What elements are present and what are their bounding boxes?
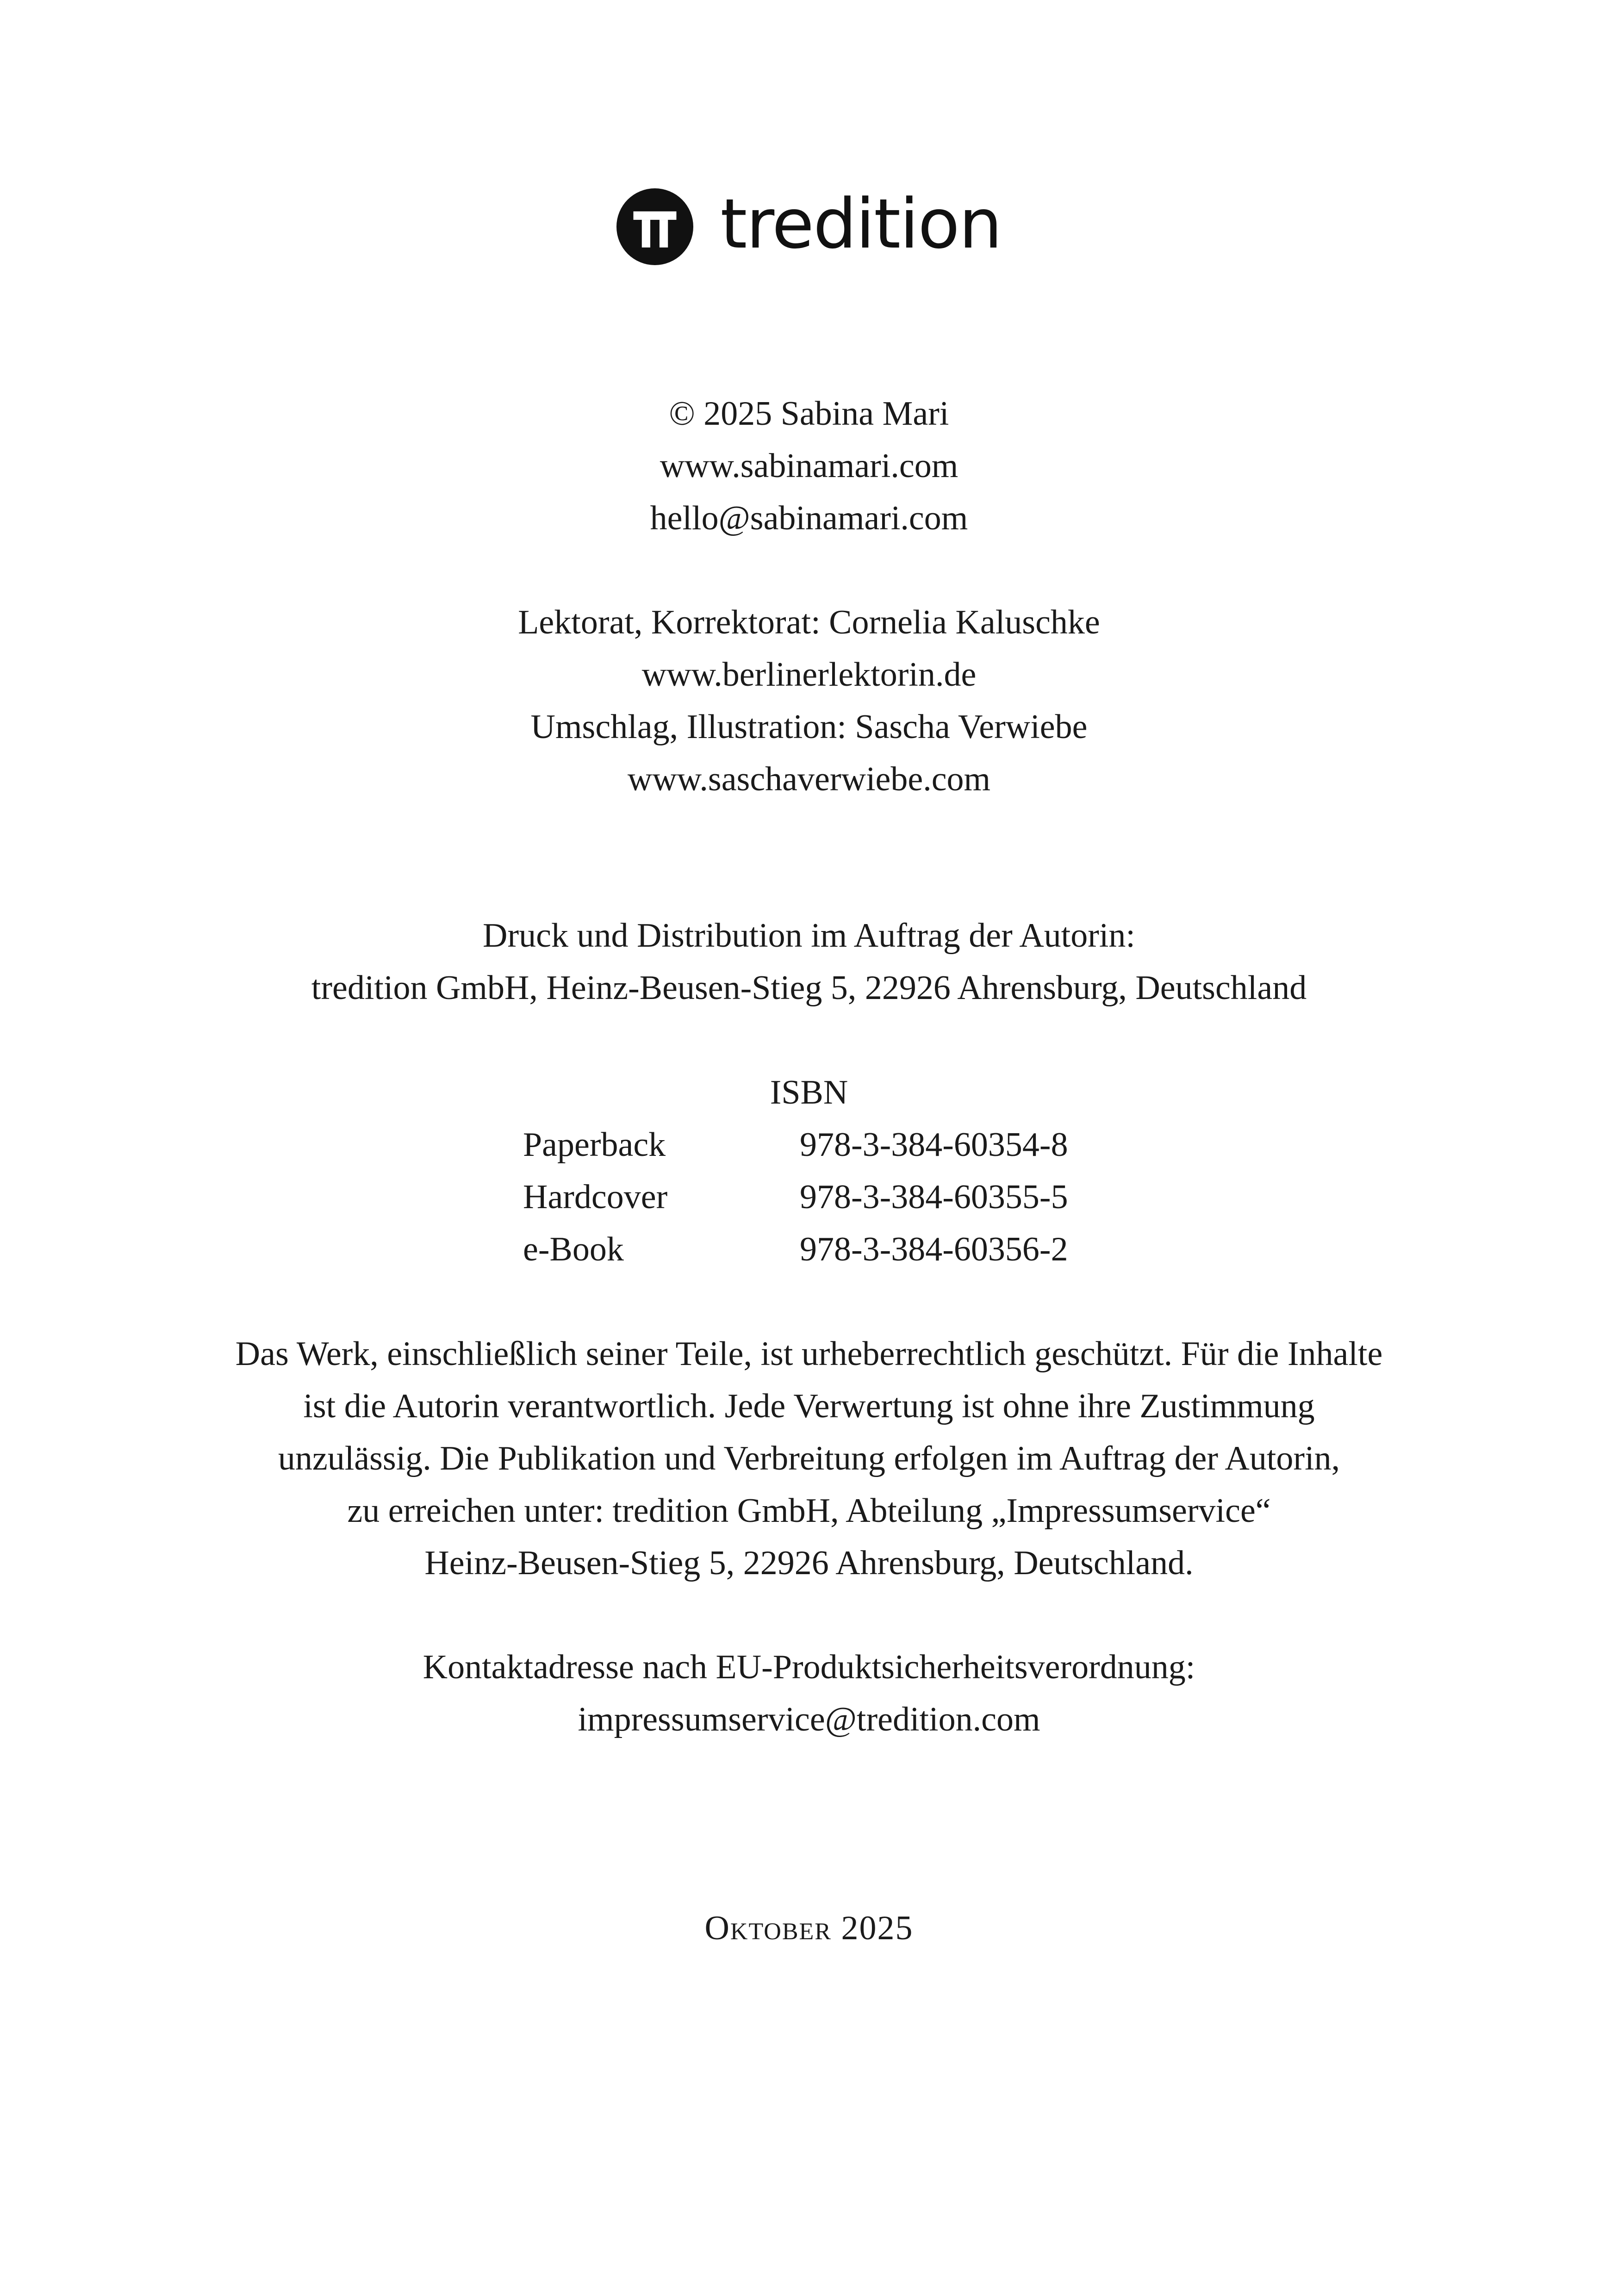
isbn-heading: ISBN: [770, 1074, 848, 1111]
printing-line-1: Druck und Distribution im Auftrag der Autorin:: [483, 917, 1135, 955]
isbn-value-hardcover: 978-3-384-60355-5: [800, 1178, 1068, 1216]
isbn-value-paperback: 978-3-384-60354-8: [800, 1126, 1068, 1164]
author-email: hello@sabinamari.com: [650, 499, 968, 537]
legal-line: Das Werk, einschließlich seiner Teile, ist urheberrechtlich geschützt. Für die Inhalte: [235, 1335, 1383, 1373]
printing-line-2: tredition GmbH, Heinz-Beusen-Stieg 5, 22926 Ahrensburg, Deutschland: [311, 969, 1307, 1007]
contact-email: impressumservice@tredition.com: [578, 1700, 1040, 1738]
publisher-name: tredition: [720, 184, 1002, 264]
cover-credit: Umschlag, Illustration: Sascha Verwiebe: [530, 708, 1088, 746]
author-website: www.sabinamari.com: [660, 447, 958, 485]
publication-date: Oktober 2025: [704, 1909, 914, 1947]
isbn-label-paperback: Paperback: [523, 1126, 666, 1164]
cover-website: www.saschaverwiebe.com: [627, 760, 991, 798]
legal-line: Heinz-Beusen-Stieg 5, 22926 Ahrensburg, Deutschland.: [424, 1544, 1194, 1582]
legal-line: unzulässig. Die Publikation und Verbreitung erfolgen im Auftrag der Autorin,: [278, 1440, 1340, 1477]
copyright-line: © 2025 Sabina Mari: [669, 395, 949, 433]
publisher-logo: [0, 184, 1618, 266]
legal-line: ist die Autorin verantwortlich. Jede Verwertung ist ohne ihre Zustimmung: [303, 1387, 1315, 1425]
isbn-label-hardcover: Hardcover: [523, 1178, 668, 1216]
editing-website: www.berlinerlektorin.de: [641, 656, 977, 694]
legal-line: zu erreichen unter: tredition GmbH, Abteilung „Impressumservice“: [347, 1492, 1271, 1530]
editing-credit: Lektorat, Korrektorat: Cornelia Kaluschke: [518, 603, 1100, 641]
tredition-logo-icon: [616, 188, 693, 265]
isbn-label-ebook: e-Book: [523, 1230, 624, 1268]
isbn-value-ebook: 978-3-384-60356-2: [800, 1230, 1068, 1268]
contact-heading: Kontaktadresse nach EU-Produktsicherheitsverordnung:: [423, 1648, 1195, 1686]
